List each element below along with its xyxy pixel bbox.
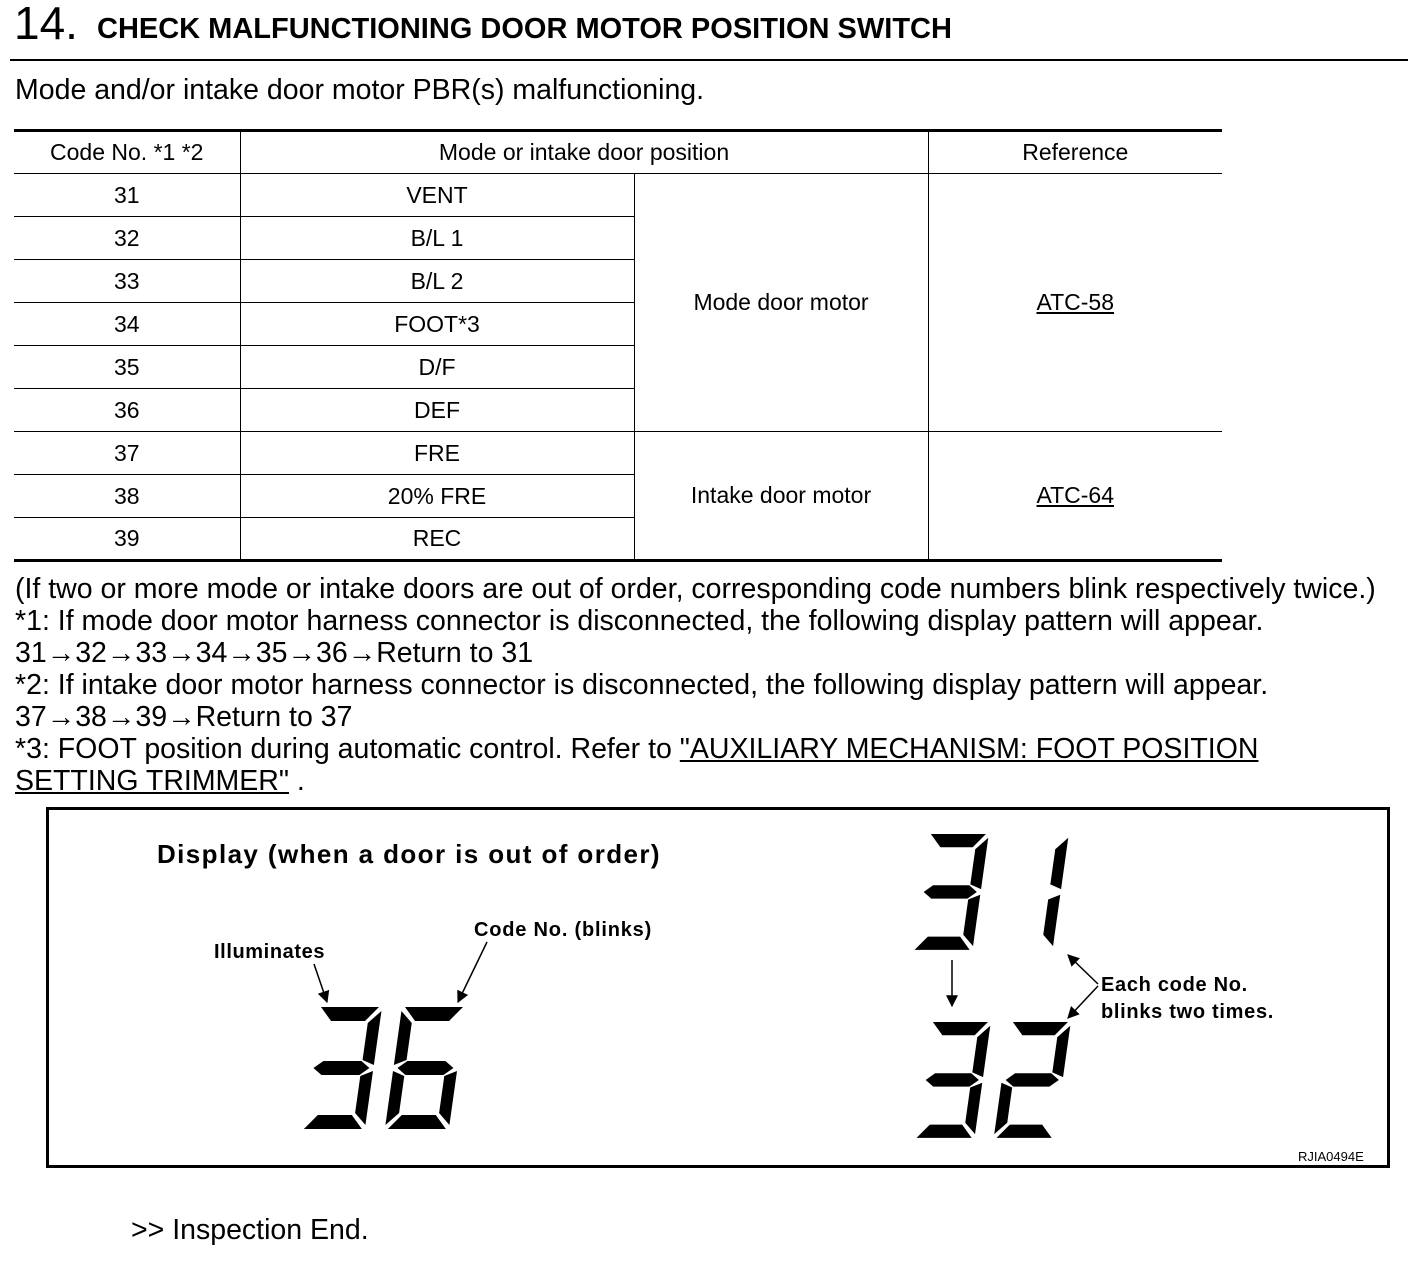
digit-segment-c [962, 895, 981, 946]
code-table [14, 129, 1222, 562]
code-cell: 35 [14, 346, 240, 389]
code-cell: 36 [14, 389, 240, 432]
reference-cell-intake [928, 432, 1222, 561]
foot-position-trimmer-link[interactable]: "AUXILIARY MECHANISM: FOOT POSITION SETTING TRIMMER" [15, 733, 1259, 797]
digit-segment-c [437, 1071, 457, 1125]
pattern-2: 37→38→39→Return to 37 [15, 701, 353, 733]
digit-segment-a [319, 1007, 379, 1021]
position-cell: FOOT*3 [240, 303, 634, 346]
blink-note-line-2: blinks two times. [1101, 1001, 1275, 1023]
illuminates-pointer-arrow [314, 964, 327, 1002]
table-header-row [14, 131, 1222, 174]
digit-segment-c [353, 1071, 373, 1125]
digit-segment-g [396, 1061, 454, 1075]
digit-segment-d [388, 1115, 448, 1129]
code-cell: 34 [14, 303, 240, 346]
code-cell: 37 [14, 432, 240, 475]
digit-segment-g [312, 1061, 370, 1075]
display-example-digits [304, 1007, 466, 1129]
blink-pointer-arrow-up [1068, 955, 1098, 984]
digit-segment-a [1011, 1022, 1068, 1035]
seven-segment-digit [917, 1022, 991, 1138]
digit-segment-d [304, 1115, 364, 1129]
header-reference: Reference [928, 131, 1222, 174]
note-1: *1: If mode door motor harness connector is disconnected, the following display pattern will appear. [15, 605, 1264, 637]
digit-segment-d [917, 1125, 974, 1138]
digit-segment-b [1050, 838, 1069, 889]
code-pointer-arrow [458, 942, 487, 1002]
code-cell: 32 [14, 217, 240, 260]
note-3-suffix: . [289, 765, 305, 797]
position-cell: B/L 2 [240, 260, 634, 303]
seven-segment-digit [1042, 838, 1069, 946]
motor-cell-mode: Mode door motor [634, 174, 928, 432]
seven-segment-digit [915, 834, 989, 950]
table-row [14, 174, 1222, 217]
digit-segment-a [929, 834, 986, 847]
code-cell: 33 [14, 260, 240, 303]
seven-segment-digit [994, 1022, 1071, 1138]
pattern-1: 31→32→33→34→35→36→Return to 31 [15, 637, 534, 669]
note-blink: (If two or more mode or intake doors are out of order, corresponding code numbers blink respectively twice.) [15, 573, 1376, 605]
intro-text: Mode and/or intake door motor PBR(s) malfunctioning. [15, 74, 705, 106]
reference-link-atc-64[interactable]: ATC-64 [1036, 482, 1115, 508]
figure-title: Display (when a door is out of order) [157, 839, 661, 869]
seven-segment-digit [304, 1007, 382, 1129]
figure-id: RJIA0494E [1298, 1149, 1364, 1164]
note-2: *2: If intake door motor harness connector is disconnected, the following display pattern will appear. [15, 669, 1269, 701]
section-title: CHECK MALFUNCTIONING DOOR MOTOR POSITION SWITCH [97, 13, 952, 45]
reference-cell-mode [928, 174, 1222, 432]
code-cell: 38 [14, 475, 240, 518]
digit-segment-g [925, 1073, 980, 1086]
illuminates-label: Illuminates [214, 941, 326, 963]
position-cell: 20% FRE [240, 475, 634, 518]
note-3 [15, 733, 1345, 797]
digit-segment-c [1042, 895, 1061, 946]
notes-block [15, 573, 1405, 797]
digit-segment-d [915, 937, 972, 950]
code-cell: 39 [14, 518, 240, 561]
digit-segment-c [964, 1083, 983, 1134]
position-cell: VENT [240, 174, 634, 217]
position-cell: REC [240, 518, 634, 561]
blink-pointer-arrow-down [1068, 986, 1098, 1018]
position-cell: DEF [240, 389, 634, 432]
digit-segment-f [394, 1011, 414, 1065]
heading-divider [10, 59, 1408, 61]
digit-segment-g [1005, 1073, 1060, 1086]
position-cell: D/F [240, 346, 634, 389]
sequence-second-digits [917, 1022, 1071, 1138]
section-number: 14. [14, 0, 78, 49]
digit-segment-a [931, 1022, 988, 1035]
note-3-text: *3: FOOT position during automatic control. Refer to [15, 733, 680, 765]
digit-segment-d [997, 1125, 1054, 1138]
sequence-first-digits [915, 834, 1069, 950]
position-cell: B/L 1 [240, 217, 634, 260]
table-row [14, 432, 1222, 475]
header-position: Mode or intake door position [240, 131, 928, 174]
digit-segment-a [403, 1007, 463, 1021]
code-number-label: Code No. (blinks) [474, 919, 653, 941]
motor-cell-intake: Intake door motor [634, 432, 928, 561]
position-cell: FRE [240, 432, 634, 475]
inspection-end-text: >> Inspection End. [131, 1214, 369, 1246]
seven-segment-digit [385, 1007, 466, 1129]
code-cell: 31 [14, 174, 240, 217]
display-figure [46, 807, 1390, 1168]
blink-note-line-1: Each code No. [1101, 974, 1248, 996]
reference-link-atc-58[interactable]: ATC-58 [1036, 289, 1115, 315]
digit-segment-g [923, 885, 978, 898]
header-code: Code No. *1 *2 [14, 131, 240, 174]
